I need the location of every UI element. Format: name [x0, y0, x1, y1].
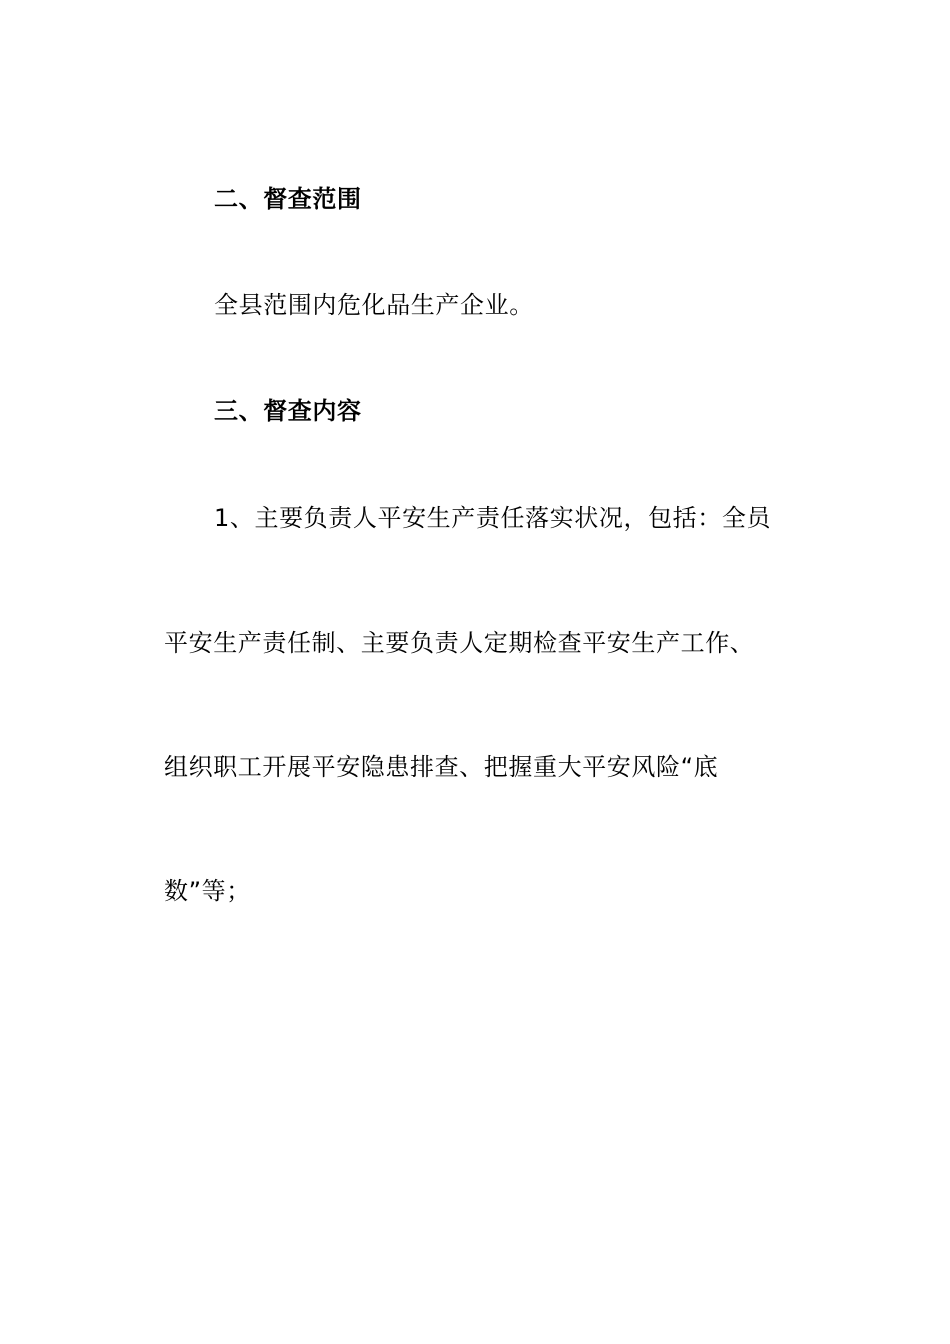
- item-1-line-3: 组织职工开展平安隐患排查、把握重大平安风险“底: [164, 753, 719, 781]
- item-1-line-2: 平安生产责任制、主要负责人定期检查平安生产工作、: [164, 629, 755, 657]
- item-1-line-1: 1、主要负责人平安生产责任落实状况，包括：全员: [214, 504, 772, 532]
- item-1-line-4: 数”等；: [164, 877, 251, 905]
- section-2-body: 全县范围内危化品生产企业。: [214, 291, 534, 319]
- section-3-heading: 三、督查内容: [214, 397, 362, 425]
- section-2-heading: 二、督查范围: [214, 185, 362, 213]
